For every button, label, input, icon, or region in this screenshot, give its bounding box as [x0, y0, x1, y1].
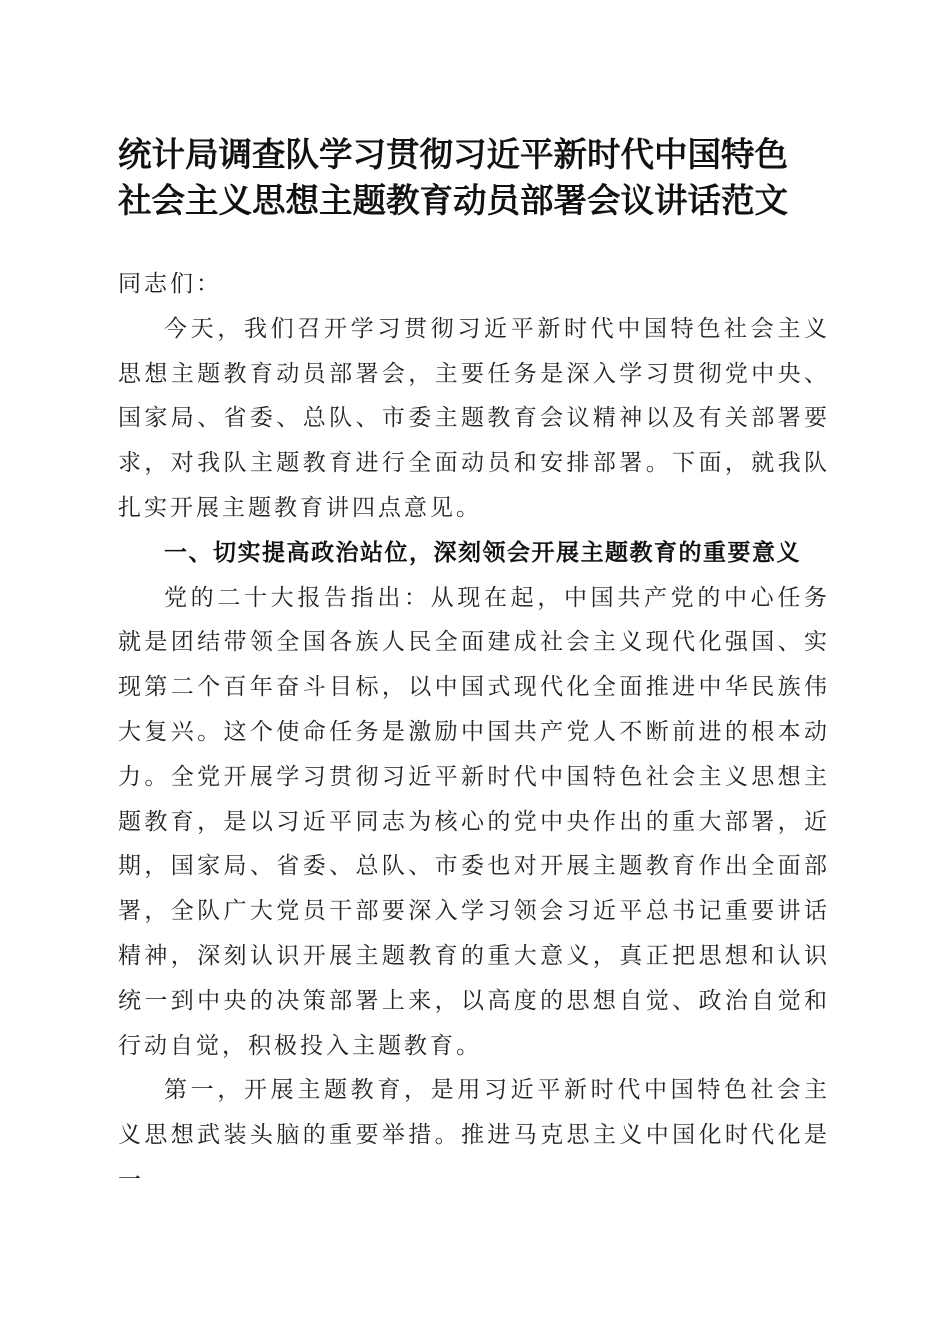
paragraph-body: 党的二十大报告指出：从现在起，中国共产党的中心任务就是团结带领全国各族人民全面建成社会主义现代化强国、实现第二个百年奋斗目标，以中国式现代化全面推进中华民族伟大复兴。这个使命任务是激励中国共产党人不断前进的根本动力。全党开展学习贯彻习近平新时代中国特色社会主义思想主题教育，是以习近平同志为核心的党中央作出的重大部署，近期，国家局、省委、总队、市委也对开展主题教育作出全面部署，全队广大党员干部要深入学习领会习近平总书记重要讲话精神，深刻认识开展主题教育的重大意义，真正把思想和认识统一到中央的决策部署上来，以高度的思想自觉、政治自觉和行动自觉，积极投入主题教育。	[118, 584, 830, 1059]
title-line-2: 社会主义思想主题教育动员部署会议讲话范文	[118, 181, 788, 220]
paragraph-first-point: 第一，开展主题教育，是用习近平新时代中国特色社会主义思想武装头脑的重要举措。推进马克思主义中国化时代化是一	[118, 1077, 830, 1193]
document-title	[118, 132, 838, 224]
paragraph-intro: 今天，我们召开学习贯彻习近平新时代中国特色社会主义思想主题教育动员部署会，主要任务是深入学习贯彻党中央、国家局、省委、总队、市委主题教育会议精神以及有关部署要求，对我队主题教育进行全面动员和安排部署。下面，就我队扎实开展主题教育讲四点意见。	[118, 315, 830, 521]
title-line-1: 统计局调查队学习贯彻习近平新时代中国特色	[118, 135, 788, 174]
section-heading: 一、切实提高政治站位，深刻领会开展主题教育的重要意义	[164, 538, 801, 566]
document-body	[118, 262, 830, 1203]
greeting: 同志们：	[118, 271, 222, 297]
